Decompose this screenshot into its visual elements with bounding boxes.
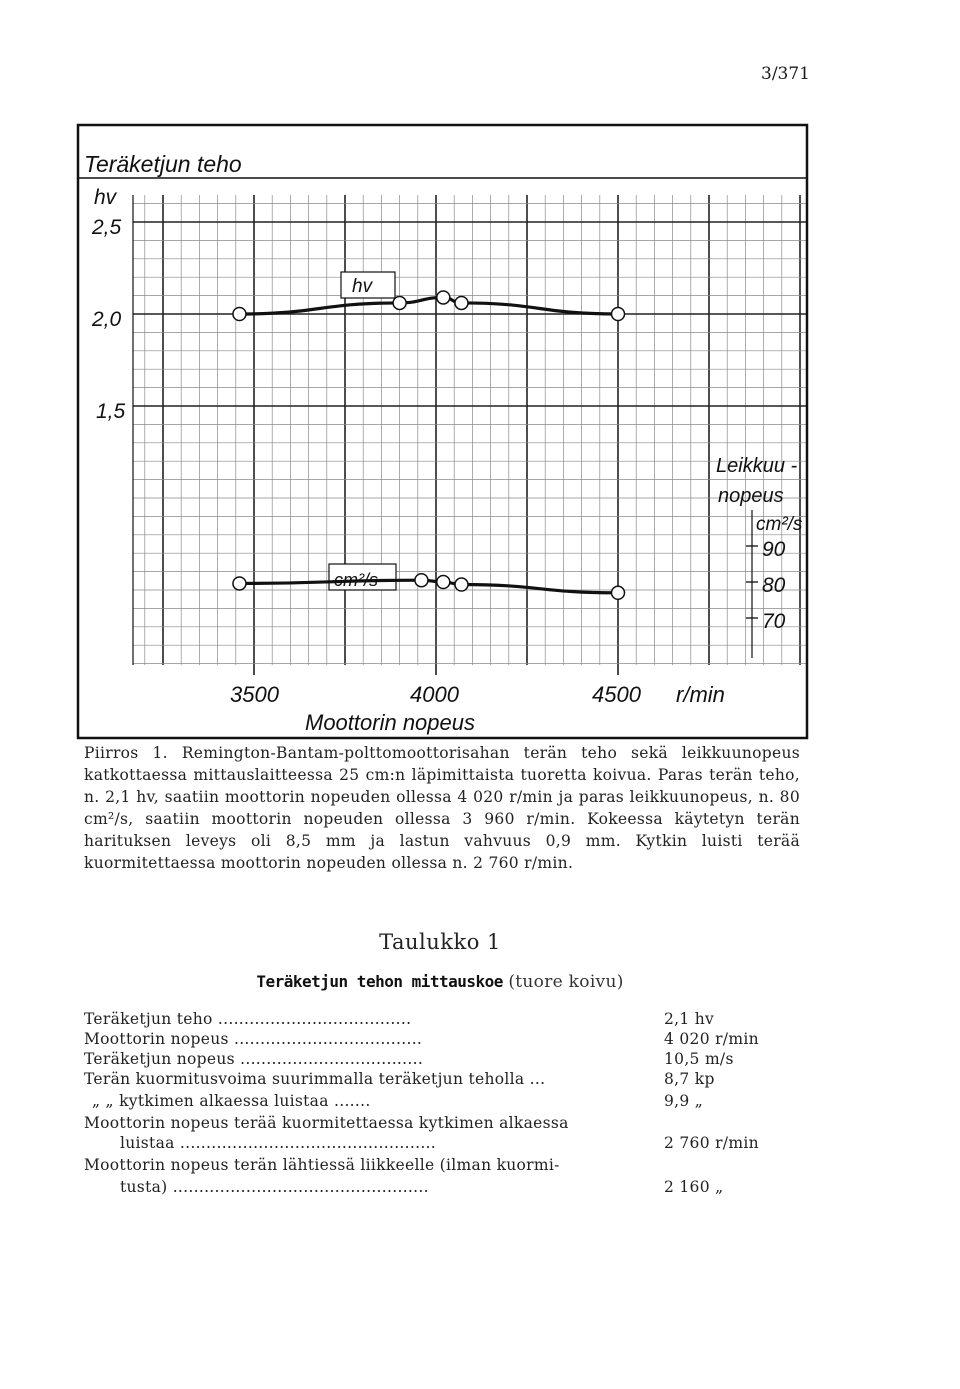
right-axis-unit: cm²/s <box>756 514 803 535</box>
data-point <box>455 578 468 591</box>
table-row <box>84 1070 784 1092</box>
data-point <box>233 577 246 590</box>
table-row <box>84 1050 784 1072</box>
table-subtitle-bold: Teräketjun tehon mittauskoe <box>256 972 503 991</box>
row-value: 4 020 r/min <box>664 1030 759 1048</box>
row-label: Teräketjun teho ..................................... <box>84 1010 412 1028</box>
left-tick-label: 2,0 <box>92 308 122 331</box>
row-value: 2 160 „ <box>664 1178 724 1196</box>
row-label: Terän kuormitusvoima suurimmalla teräketjun teholla ... <box>84 1070 546 1088</box>
row-value: 10,5 m/s <box>664 1050 734 1068</box>
data-point <box>233 308 246 321</box>
data-point <box>455 296 468 309</box>
left-tick-label: 1,5 <box>96 400 126 423</box>
figure-frame <box>78 125 807 738</box>
data-point <box>393 296 406 309</box>
row-value: 8,7 kp <box>664 1070 715 1088</box>
curve-label-speed: cm²/s <box>334 570 378 590</box>
row-value: 9,9 „ <box>664 1092 704 1110</box>
row-value: 2 760 r/min <box>664 1134 759 1152</box>
table-row <box>84 1156 784 1178</box>
left-tick-label: 2,5 <box>92 216 122 239</box>
table-row <box>84 1010 784 1032</box>
row-label: luistaa ................................................. <box>120 1134 437 1152</box>
right-tick-label: 70 <box>762 610 786 633</box>
curve-label-power: hv <box>352 276 373 297</box>
x-tick-label: 4000 <box>410 682 459 707</box>
data-point <box>437 291 450 304</box>
table-subtitle <box>0 972 880 992</box>
x-axis-label: Moottorin nopeus <box>305 710 475 735</box>
table-row <box>84 1178 784 1200</box>
page-number: 3/371 <box>761 64 810 84</box>
data-point <box>612 308 625 321</box>
right-tick-label: 90 <box>762 538 786 561</box>
table-title: Taulukko 1 <box>379 930 501 954</box>
row-label: tusta) ................................................. <box>120 1178 429 1196</box>
right-axis-label: nopeus <box>718 485 784 507</box>
data-point <box>437 576 450 589</box>
row-label: Moottorin nopeus .................................... <box>84 1030 423 1048</box>
series-line-power <box>239 297 618 314</box>
data-point <box>612 586 625 599</box>
table-row <box>84 1030 784 1052</box>
left-axis-unit: hv <box>94 186 117 209</box>
series-line-cutting-speed <box>239 580 618 593</box>
table-row <box>84 1114 784 1136</box>
chart-grid <box>133 195 807 675</box>
table-row <box>84 1092 784 1114</box>
figure-title: Teräketjun teho <box>84 151 242 177</box>
row-label: Teräketjun nopeus ................................... <box>84 1050 424 1068</box>
x-axis-unit: r/min <box>676 682 725 707</box>
row-label: Moottorin nopeus terän lähtiessä liikkeelle (ilman kuormi- <box>84 1156 560 1174</box>
x-tick-label: 3500 <box>230 682 279 707</box>
right-axis-label: Leikkuu - <box>716 455 798 477</box>
table-row <box>84 1134 784 1156</box>
row-label: Moottorin nopeus terää kuormitettaessa kytkimen alkaessa <box>84 1114 569 1132</box>
data-point <box>415 574 428 587</box>
x-tick-label: 4500 <box>592 682 641 707</box>
row-value: 2,1 hv <box>664 1010 715 1028</box>
table-subtitle-rest: (tuore koivu) <box>508 972 624 992</box>
figure-caption: Piirros 1. Remington-Bantam-polttomoottorisahan terän teho sekä leikkuunopeus katkottaessa mittauslaitteessa 25 cm:n läpimittaista tuoretta koivua. Paras terän teho, n. 2,1 hv, saatiin moottorin nopeuden ollessa 4 020 r/min ja paras leikkuunopeus, n. 80 cm²/s, saatiin moottorin nopeuden ollessa 3 960 r/min. Kokeessa käytetyn terän harituksen leveys oli 8,5 mm ja lastun vahvuus 0,9 mm. Kytkin luisti terää kuormitettaessa moottorin nopeuden ollessa n. 2 760 r/min. <box>84 744 800 872</box>
right-tick-label: 80 <box>762 574 786 597</box>
row-label: „ „ kytkimen alkaessa luistaa ....... <box>92 1092 371 1110</box>
